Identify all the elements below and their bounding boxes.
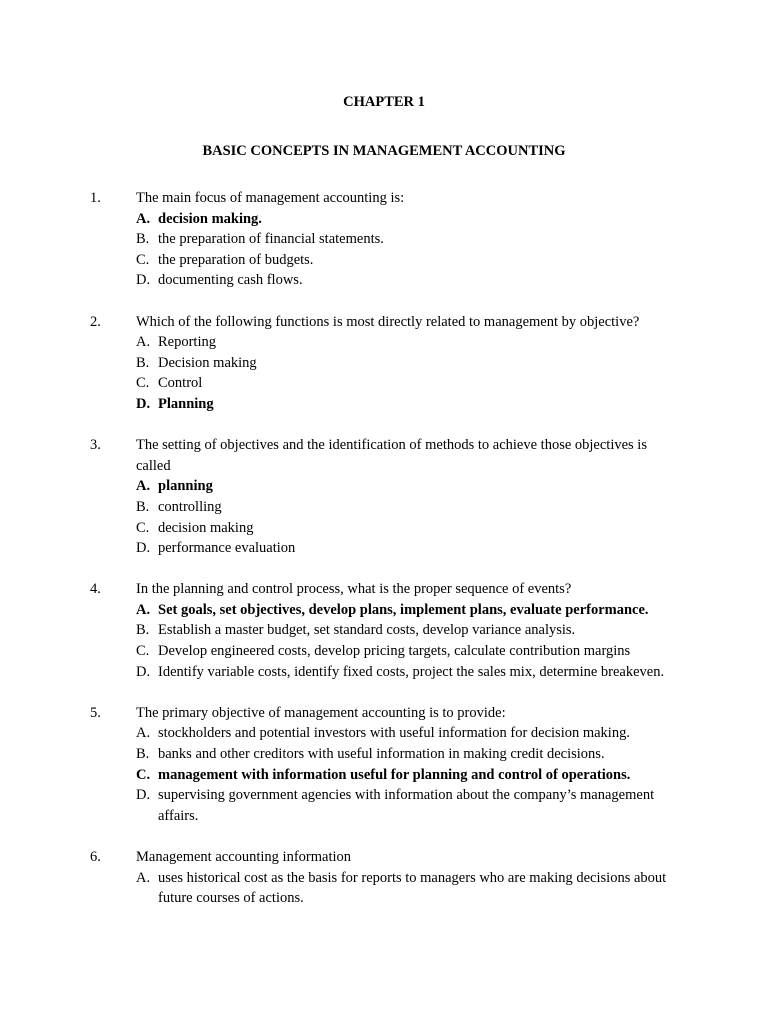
option-text: decision making bbox=[158, 519, 254, 536]
option-letter: A. bbox=[136, 725, 151, 742]
option-text: controlling bbox=[158, 498, 222, 515]
option-text: stockholders and potential investors with useful information for decision making. bbox=[158, 725, 630, 742]
question-text: Which of the following functions is most directly related to management by objective? bbox=[136, 313, 640, 330]
option-text: management with information useful for planning and control of operations. bbox=[158, 766, 631, 783]
option-list bbox=[0, 600, 768, 682]
option-letter: D. bbox=[136, 540, 151, 557]
option-letter: D. bbox=[136, 395, 151, 412]
question-text: Management accounting information bbox=[136, 849, 352, 865]
option-text: Planning bbox=[158, 395, 214, 412]
question-number: 1. bbox=[90, 190, 101, 206]
question-2 bbox=[0, 312, 768, 415]
option-letter: C. bbox=[136, 643, 150, 660]
option-d bbox=[136, 538, 688, 559]
option-letter: A. bbox=[136, 869, 151, 886]
option-d bbox=[136, 785, 688, 826]
option-text: decision making. bbox=[158, 210, 262, 227]
option-list bbox=[0, 723, 768, 826]
option-text: Develop engineered costs, develop pricing targets, calculate contribution margins bbox=[158, 643, 631, 660]
option-c bbox=[136, 518, 688, 539]
question-text: The setting of objectives and the identification of methods to achieve those objectives is called bbox=[136, 437, 647, 474]
option-text: Control bbox=[158, 375, 203, 392]
option-a bbox=[136, 723, 688, 744]
option-text: planning bbox=[158, 478, 213, 495]
option-letter: B. bbox=[136, 498, 150, 515]
option-letter: B. bbox=[136, 622, 150, 639]
option-letter: A. bbox=[136, 334, 151, 351]
option-letter: C. bbox=[136, 766, 151, 783]
option-text: supervising government agencies with information about the company’s management affairs. bbox=[158, 787, 655, 824]
option-text: Identify variable costs, identify fixed costs, project the sales mix, determine breakeven. bbox=[158, 663, 665, 680]
option-text: Decision making bbox=[158, 354, 257, 371]
option-letter: D. bbox=[136, 272, 151, 289]
question-list bbox=[0, 188, 768, 929]
option-letter: D. bbox=[136, 663, 151, 680]
question-number: 3. bbox=[90, 437, 101, 454]
option-letter: C. bbox=[136, 519, 150, 536]
option-list bbox=[0, 476, 768, 558]
option-list bbox=[0, 868, 768, 909]
option-letter: C. bbox=[136, 375, 150, 392]
question-1 bbox=[0, 188, 768, 291]
question-text: The main focus of management accounting is: bbox=[136, 190, 405, 206]
option-letter: A. bbox=[136, 210, 151, 227]
option-list bbox=[0, 209, 768, 291]
option-a-correct bbox=[136, 476, 688, 497]
option-a-correct bbox=[136, 209, 688, 230]
option-c-correct bbox=[136, 765, 688, 786]
option-text: performance evaluation bbox=[158, 540, 296, 557]
option-letter: B. bbox=[136, 231, 150, 248]
option-a-correct bbox=[136, 600, 688, 621]
option-c bbox=[136, 250, 688, 271]
option-c bbox=[136, 373, 688, 394]
option-b bbox=[136, 353, 688, 374]
option-d-correct bbox=[136, 394, 688, 415]
question-3 bbox=[0, 435, 768, 559]
question-text: The primary objective of management accounting is to provide: bbox=[136, 704, 506, 721]
question-5 bbox=[0, 703, 768, 827]
question-number: 6. bbox=[90, 849, 101, 865]
question-6 bbox=[0, 847, 768, 909]
page-title: BASIC CONCEPTS IN MANAGEMENT ACCOUNTING bbox=[202, 143, 566, 159]
option-b bbox=[136, 229, 688, 250]
option-d bbox=[136, 662, 688, 683]
chapter-heading: CHAPTER 1 bbox=[343, 94, 425, 110]
option-text: uses historical cost as the basis for reports to managers who are making decisions about future courses of actions. bbox=[158, 869, 667, 907]
option-text: Reporting bbox=[158, 334, 216, 351]
option-letter: A. bbox=[136, 601, 151, 618]
option-b bbox=[136, 497, 688, 518]
question-number: 2. bbox=[90, 313, 101, 330]
question-number: 5. bbox=[90, 704, 101, 721]
option-b bbox=[136, 744, 688, 765]
option-text: banks and other creditors with useful information in making credit decisions. bbox=[158, 746, 605, 763]
option-list bbox=[0, 332, 768, 414]
question-number: 4. bbox=[90, 581, 101, 598]
option-letter: A. bbox=[136, 478, 151, 495]
option-a bbox=[136, 332, 688, 353]
option-letter: D. bbox=[136, 787, 151, 804]
option-a bbox=[136, 868, 688, 909]
option-text: Set goals, set objectives, develop plans, implement plans, evaluate performance. bbox=[158, 601, 649, 618]
option-letter: C. bbox=[136, 251, 150, 268]
option-text: the preparation of budgets. bbox=[158, 251, 314, 268]
option-text: documenting cash flows. bbox=[158, 272, 303, 289]
option-letter: B. bbox=[136, 746, 150, 763]
option-c bbox=[136, 641, 688, 662]
option-letter: B. bbox=[136, 354, 150, 371]
option-text: the preparation of financial statements. bbox=[158, 231, 384, 248]
option-b bbox=[136, 620, 688, 641]
option-text: Establish a master budget, set standard costs, develop variance analysis. bbox=[158, 622, 576, 639]
question-4 bbox=[0, 579, 768, 682]
question-text: In the planning and control process, what is the proper sequence of events? bbox=[136, 581, 572, 598]
option-d bbox=[136, 270, 688, 291]
